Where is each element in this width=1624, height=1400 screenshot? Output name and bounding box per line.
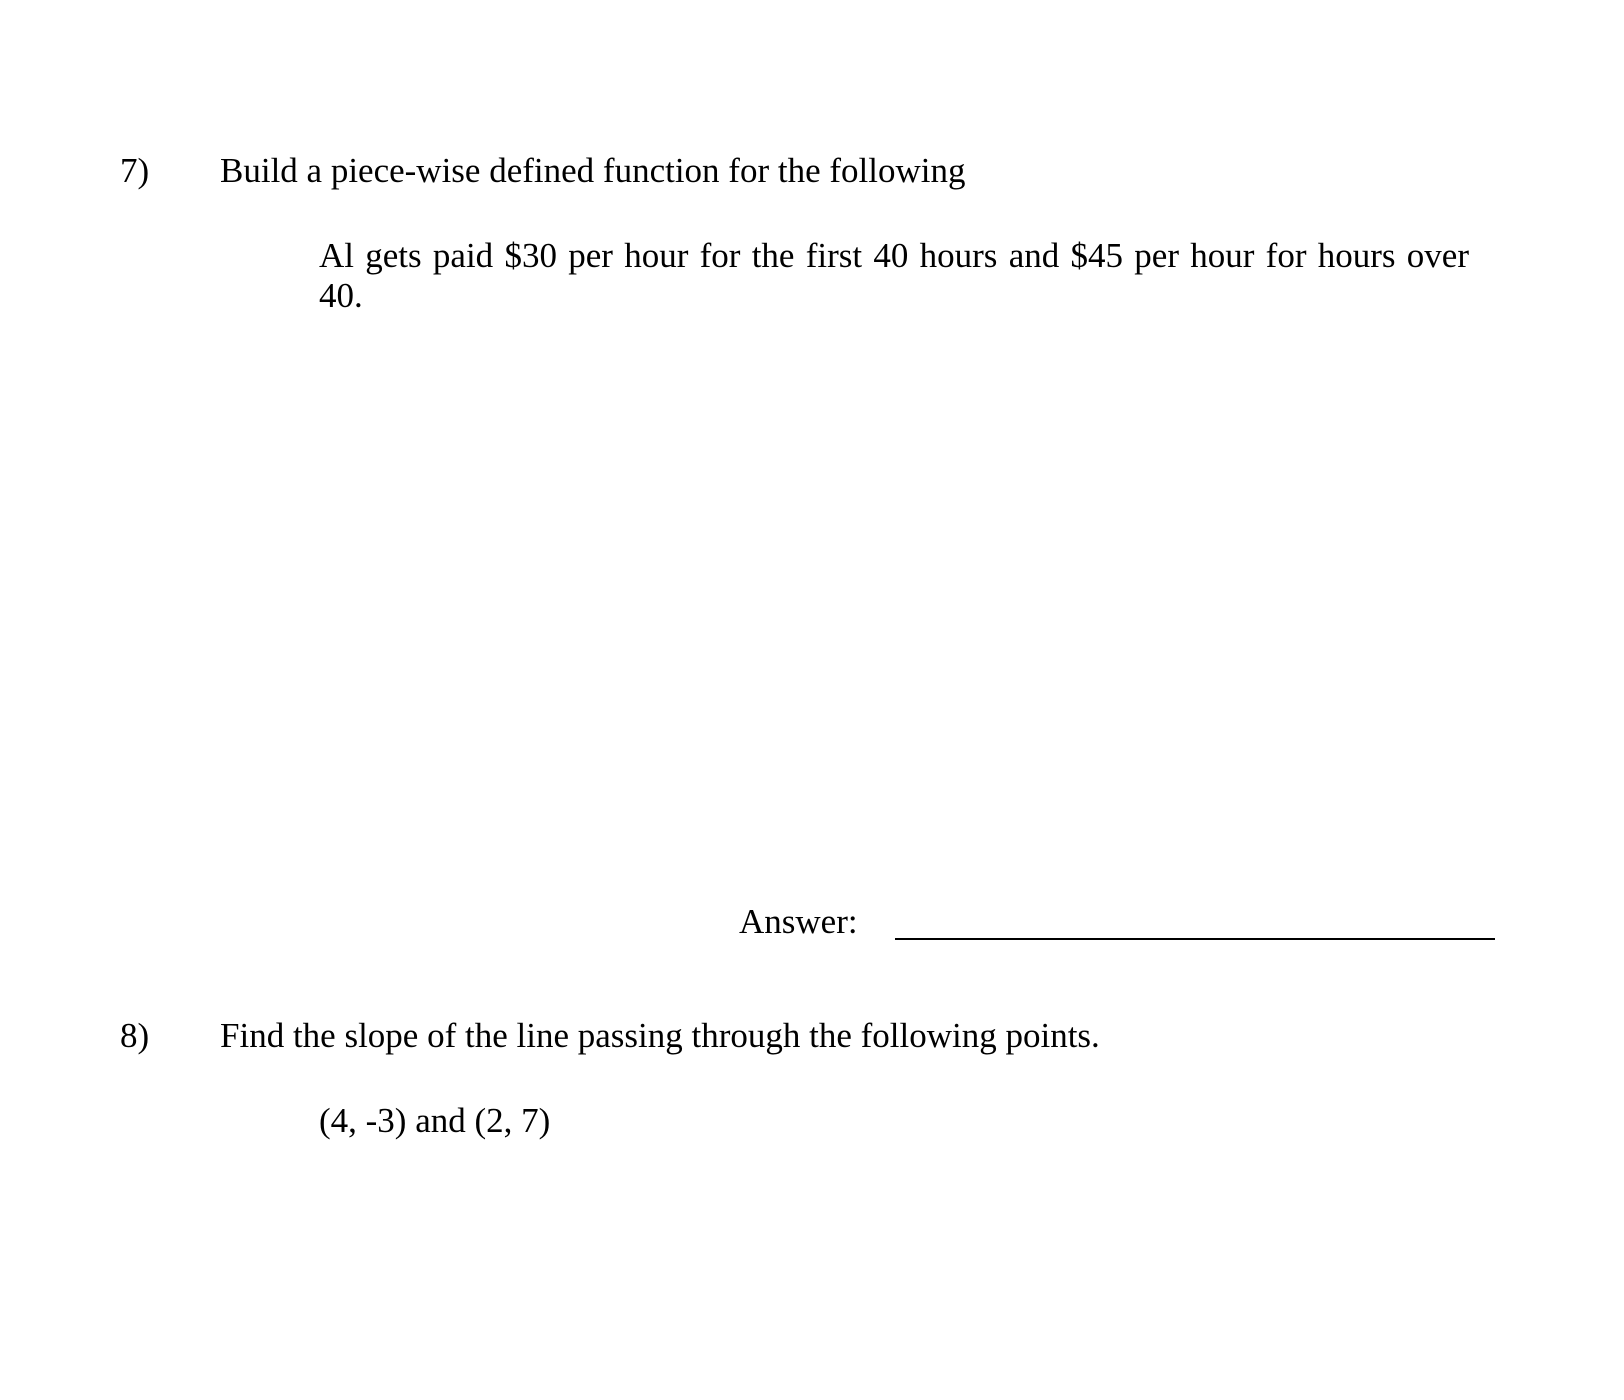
question-8-number: 8) bbox=[120, 1016, 150, 1055]
question-8-prompt: Find the slope of the line passing through the following points. bbox=[220, 1016, 1100, 1055]
question-7-prompt: Build a piece-wise defined function for the following bbox=[220, 151, 966, 190]
question-8-detail: (4, -3) and (2, 7) bbox=[319, 1101, 551, 1140]
answer-label: Answer: bbox=[739, 902, 858, 941]
question-7-detail: Al gets paid $30 per hour for the first 40 hours and $45 per hour for hours over 40. bbox=[319, 236, 1469, 315]
question-7-number: 7) bbox=[120, 151, 150, 190]
answer-blank-line[interactable] bbox=[895, 938, 1495, 940]
